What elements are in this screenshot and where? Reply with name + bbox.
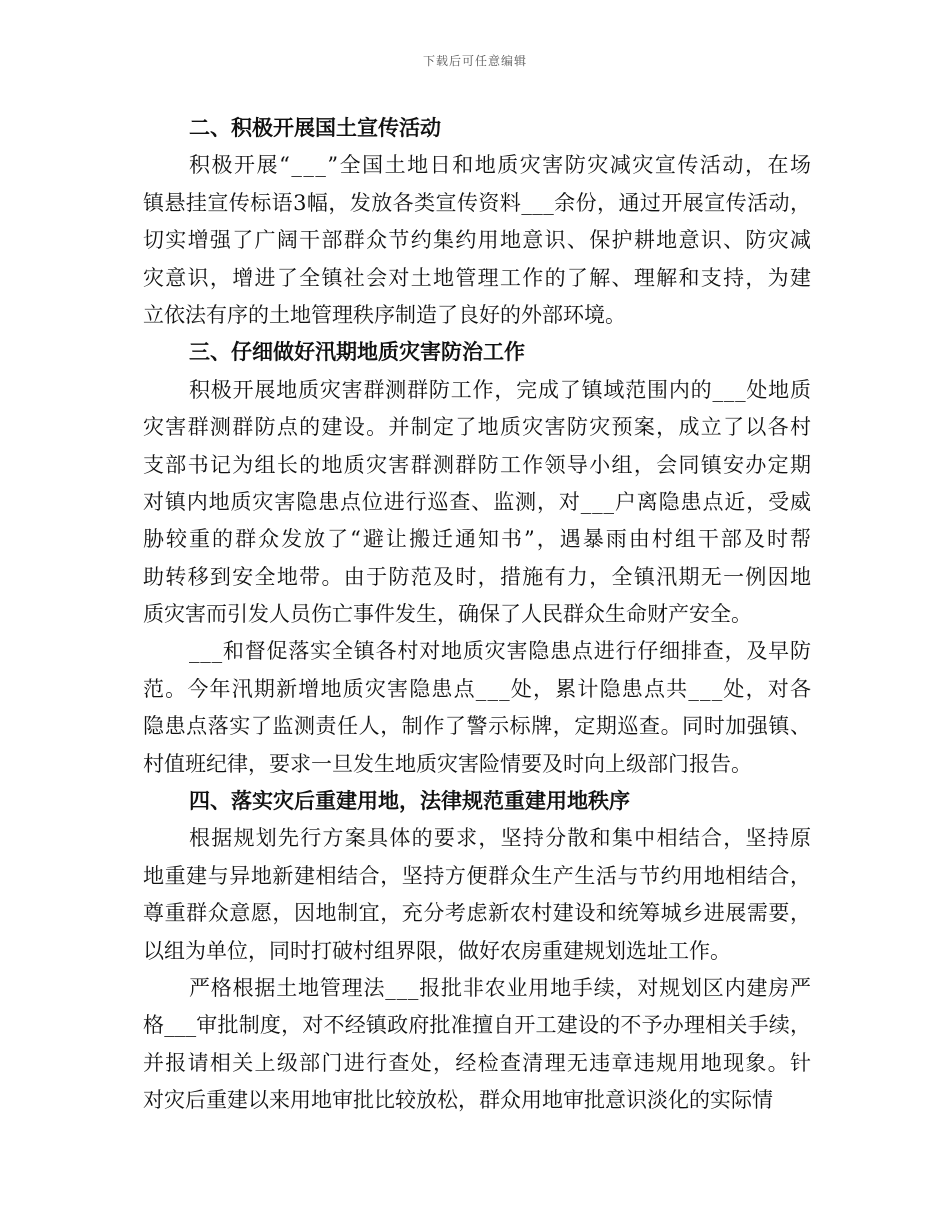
paragraph: [143, 147, 811, 334]
page-header-note: 下载后可任意编辑: [422, 54, 527, 68]
document-body: [143, 110, 814, 1120]
text-line: 格___审批制度，对不经镇政府批准擅自开工建设的不予办理相关手续，: [143, 1013, 812, 1038]
text-line: 积极开展地质灾害群测群防工作，完成了镇域范围内的___处地质: [189, 377, 812, 402]
text-line: 镇悬挂宣传标语3幅，发放各类宣传资料___余份，通过开展宣传活动，: [143, 190, 812, 215]
section-heading: 三、仔细做好汛期地质灾害防治工作: [189, 340, 525, 365]
paragraph: [143, 372, 814, 634]
text-line: 立依法有序的土地管理秩序制造了良好的外部环境。: [143, 302, 626, 327]
text-line: ___和督促落实全镇各村对地质灾害隐患点进行仔细排查，及早防: [189, 639, 812, 664]
text-line: 积极开展“___”全国土地日和地质灾害防灾减灾宣传活动，在场: [189, 153, 813, 178]
text-line: 以组为单位，同时打破村组界限，做好农房重建规划选址工作。: [143, 938, 731, 963]
paragraph: [143, 820, 811, 970]
text-line: 切实增强了广阔干部群众节约集约用地意识、保护耕地意识、防灾减: [143, 228, 813, 253]
text-line: 灾害群测群防点的建设。并制定了地质灾害防灾预案，成立了以各村: [143, 415, 813, 440]
text-line: 对灾后重建以来用地审批比较放松，群众用地审批意识淡化的实际情: [143, 1088, 773, 1113]
text-line: 村值班纪律，要求一旦发生地质灾害险情要及时向上级部门报告。: [143, 751, 752, 776]
text-line: 灾意识，增进了全镇社会对土地管理工作的了解、理解和支持，为建: [143, 265, 813, 290]
text-line: 地重建与异地新建相结合，坚持方便群众生产生活与节约用地相结合，: [143, 863, 812, 888]
text-line: 对镇内地质灾害隐患点位进行巡查、监测，对___户离隐患点近，受威: [143, 489, 812, 514]
text-line: 质灾害而引发人员伤亡事件发生，确保了人民群众生命财产安全。: [143, 602, 752, 627]
text-line: 根据规划先行方案具体的要求，坚持分散和集中相结合，坚持原: [189, 826, 813, 851]
section-heading: 二、积极开展国土宣传活动: [189, 116, 441, 140]
text-line: 支部书记为组长的地质灾害群测群防工作领导小组，会同镇安办定期: [143, 452, 813, 477]
text-line: 助转移到安全地带。由于防范及时，措施有力，全镇汛期无一例因地: [143, 564, 813, 589]
text-line: 范。今年汛期新增地质灾害隐患点___处，累计隐患点共___处，对各: [143, 676, 813, 701]
text-line: 并报请相关上级部门进行查处，经检查清理无违章违规用地现象。针: [143, 1050, 813, 1075]
text-line: 严格根据土地管理法___报批非农业用地手续，对规划区内建房严: [189, 975, 812, 1000]
text-line: 胁较重的群众发放了“避让搬迁通知书”，遇暴雨由村组干部及时帮: [143, 527, 814, 552]
paragraph: [143, 633, 811, 783]
section-heading: 四、落实灾后重建用地，法律规范重建用地秩序: [189, 789, 630, 814]
text-line: 尊重群众意愿，因地制宜，充分考虑新农村建设和统筹城乡进展需要，: [143, 901, 812, 926]
text-line: 隐患点落实了监测责任人，制作了警示标牌，定期巡查。同时加强镇、: [143, 714, 812, 739]
paragraph: [143, 970, 811, 1120]
